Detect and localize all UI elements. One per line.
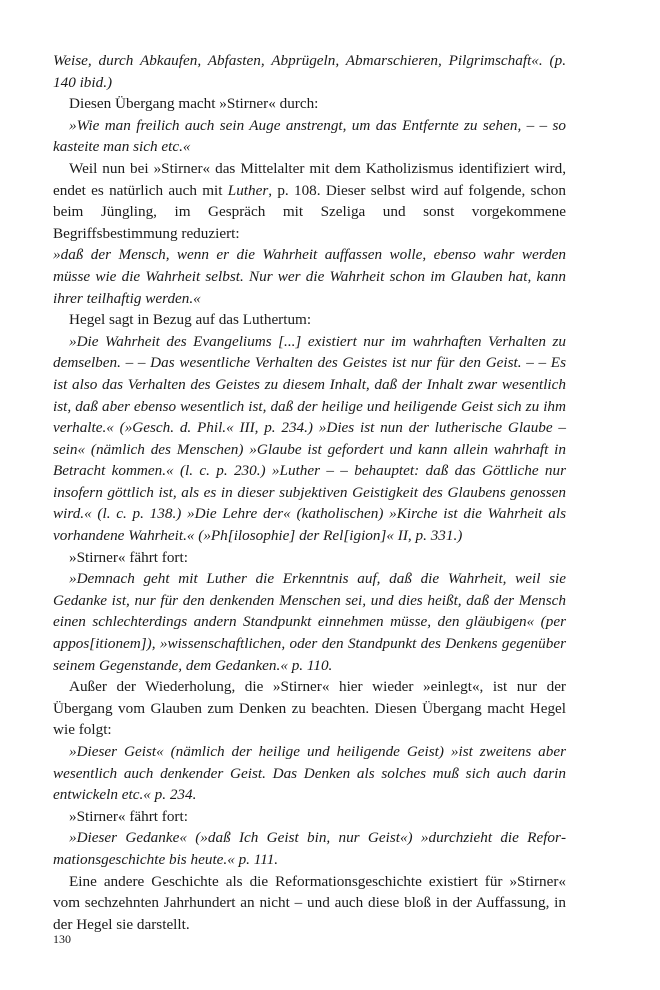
italic-text: »Wie man freilich auch sein Auge anstrengt, um das Entfernte zu sehen, – – so kasteite man sich etc.« xyxy=(53,116,566,156)
paragraph xyxy=(53,115,566,158)
paragraph xyxy=(53,309,566,331)
italic-text: »daß der Mensch, wenn er die Wahrheit auffassen wolle, ebenso wahr werden müsse wie die Wahrheit selbst. Nur wer die Wahrheit schon im Glauben hat, kann ihrer teilhaftig werden.« xyxy=(53,246,566,307)
paragraph xyxy=(53,806,566,828)
text-segment: , p. 108. Dieser selbst wird auf folgende, schon beim Jüngling, im Gespräch mit Szeliga und sonst vorgekommene Begriffsbestimmung reduziert: xyxy=(53,181,566,242)
italic-text: Luther xyxy=(227,181,269,199)
page-body xyxy=(53,50,566,935)
paragraph xyxy=(53,741,566,806)
text-segment: Diesen Übergang macht »Stirner« durch: xyxy=(69,95,319,113)
italic-text: »Demnach geht mit Luther die Erkenntnis auf, daß die Wahrheit, weil sie Gedanke ist, nur für den denkenden Menschen sei, und dies heißt, daß der Mensch einen schlechterdings andern Standpunkt einnehmen müsse, den gläubigen« (per appos[itionem]), »wissenschaftlichen, oder den Standpunkt des Denkens gegenüber seinem Gegenstande, dem Gedanken.« p. 110. xyxy=(53,570,566,674)
italic-text: »Die Wahrheit des Evangeliums [...] existiert nur im wahrhaften Verhalten zu demselben. – – Das wesentliche Verhalten des Geistes ist nur für den Geist. – – Es ist also das Verhalten des Geistes zu diesem Inhalt, daß der Inhalt zwar wesentlich ist, daß aber ebenso wesentlich ist, daß der heilige und heiligende Geist sich zu ihm verhalte.« (»Gesch. d. Phil.« III, p. 234.) »Dies ist nun der lutherische Glaube – sein« (nämlich des Menschen) »Glaube ist gefordert und kann allein wahrhaft in Betracht kommen.« (l. c. p. 230.) »Luther – – behauptet: daß das Göttliche nur insofern göttlich ist, als es in dieser subjektiven Geistigkeit des Glaubens genossen wird.« (l. c. p. 138.) »Die Lehre der« (katholischen) »Kirche ist die Wahrheit als vorhandene Wahrheit.« (»Ph[ilosophie] der Rel[igion]« II, p. 331.) xyxy=(53,332,566,545)
paragraph xyxy=(53,676,566,741)
paragraph xyxy=(53,827,566,870)
paragraph xyxy=(53,547,566,569)
paragraph xyxy=(53,568,566,676)
paragraph xyxy=(53,244,566,309)
text-segment: Eine andere Geschichte als die Reformationsgeschichte existiert für »Stirner« vom sechzehnten Jahrhundert an nicht – und auch diese bloß in der Auffassung, in der Hegel sie darstellt. xyxy=(53,872,566,933)
italic-text: »Dieser Gedanke« (»daß Ich Geist bin, nur Geist«) »durchzieht die Reformationsgeschichte bis heute.« p. 111. xyxy=(53,829,566,868)
italic-text: Weise, durch Abkaufen, Abfasten, Abprügeln, Abmarschieren, Pilgrimschaft«. (p. 140 ibid.) xyxy=(53,52,566,91)
text-segment: Außer der Wiederholung, die »Stirner« hier wieder »einlegt«, ist nur der Übergang vom Glauben zum Denken zu beachten. Diesen Übergang macht Hegel wie folgt: xyxy=(53,678,566,739)
text-segment: Weil nun bei »Stirner« das Mittelalter mit dem Katholizismus identifiziert wird, endet es natürlich auch mit xyxy=(53,159,566,199)
italic-text: »Dieser Geist« (nämlich der heilige und heiligende Geist) »ist zweitens aber wesentlich auch denkender Geist. Das Denken als solches muß sich auch darin entwickeln etc.« p. 234. xyxy=(53,743,566,804)
page-number: 130 xyxy=(53,932,71,946)
text-segment: »Stirner« fährt fort: xyxy=(69,807,188,825)
paragraph xyxy=(53,331,566,547)
paragraph xyxy=(53,50,566,93)
text-segment: »Stirner« fährt fort: xyxy=(69,548,188,566)
paragraph xyxy=(53,871,566,936)
text-segment: Hegel sagt in Bezug auf das Luthertum: xyxy=(69,311,312,329)
paragraph xyxy=(53,158,566,244)
paragraph xyxy=(53,93,566,115)
